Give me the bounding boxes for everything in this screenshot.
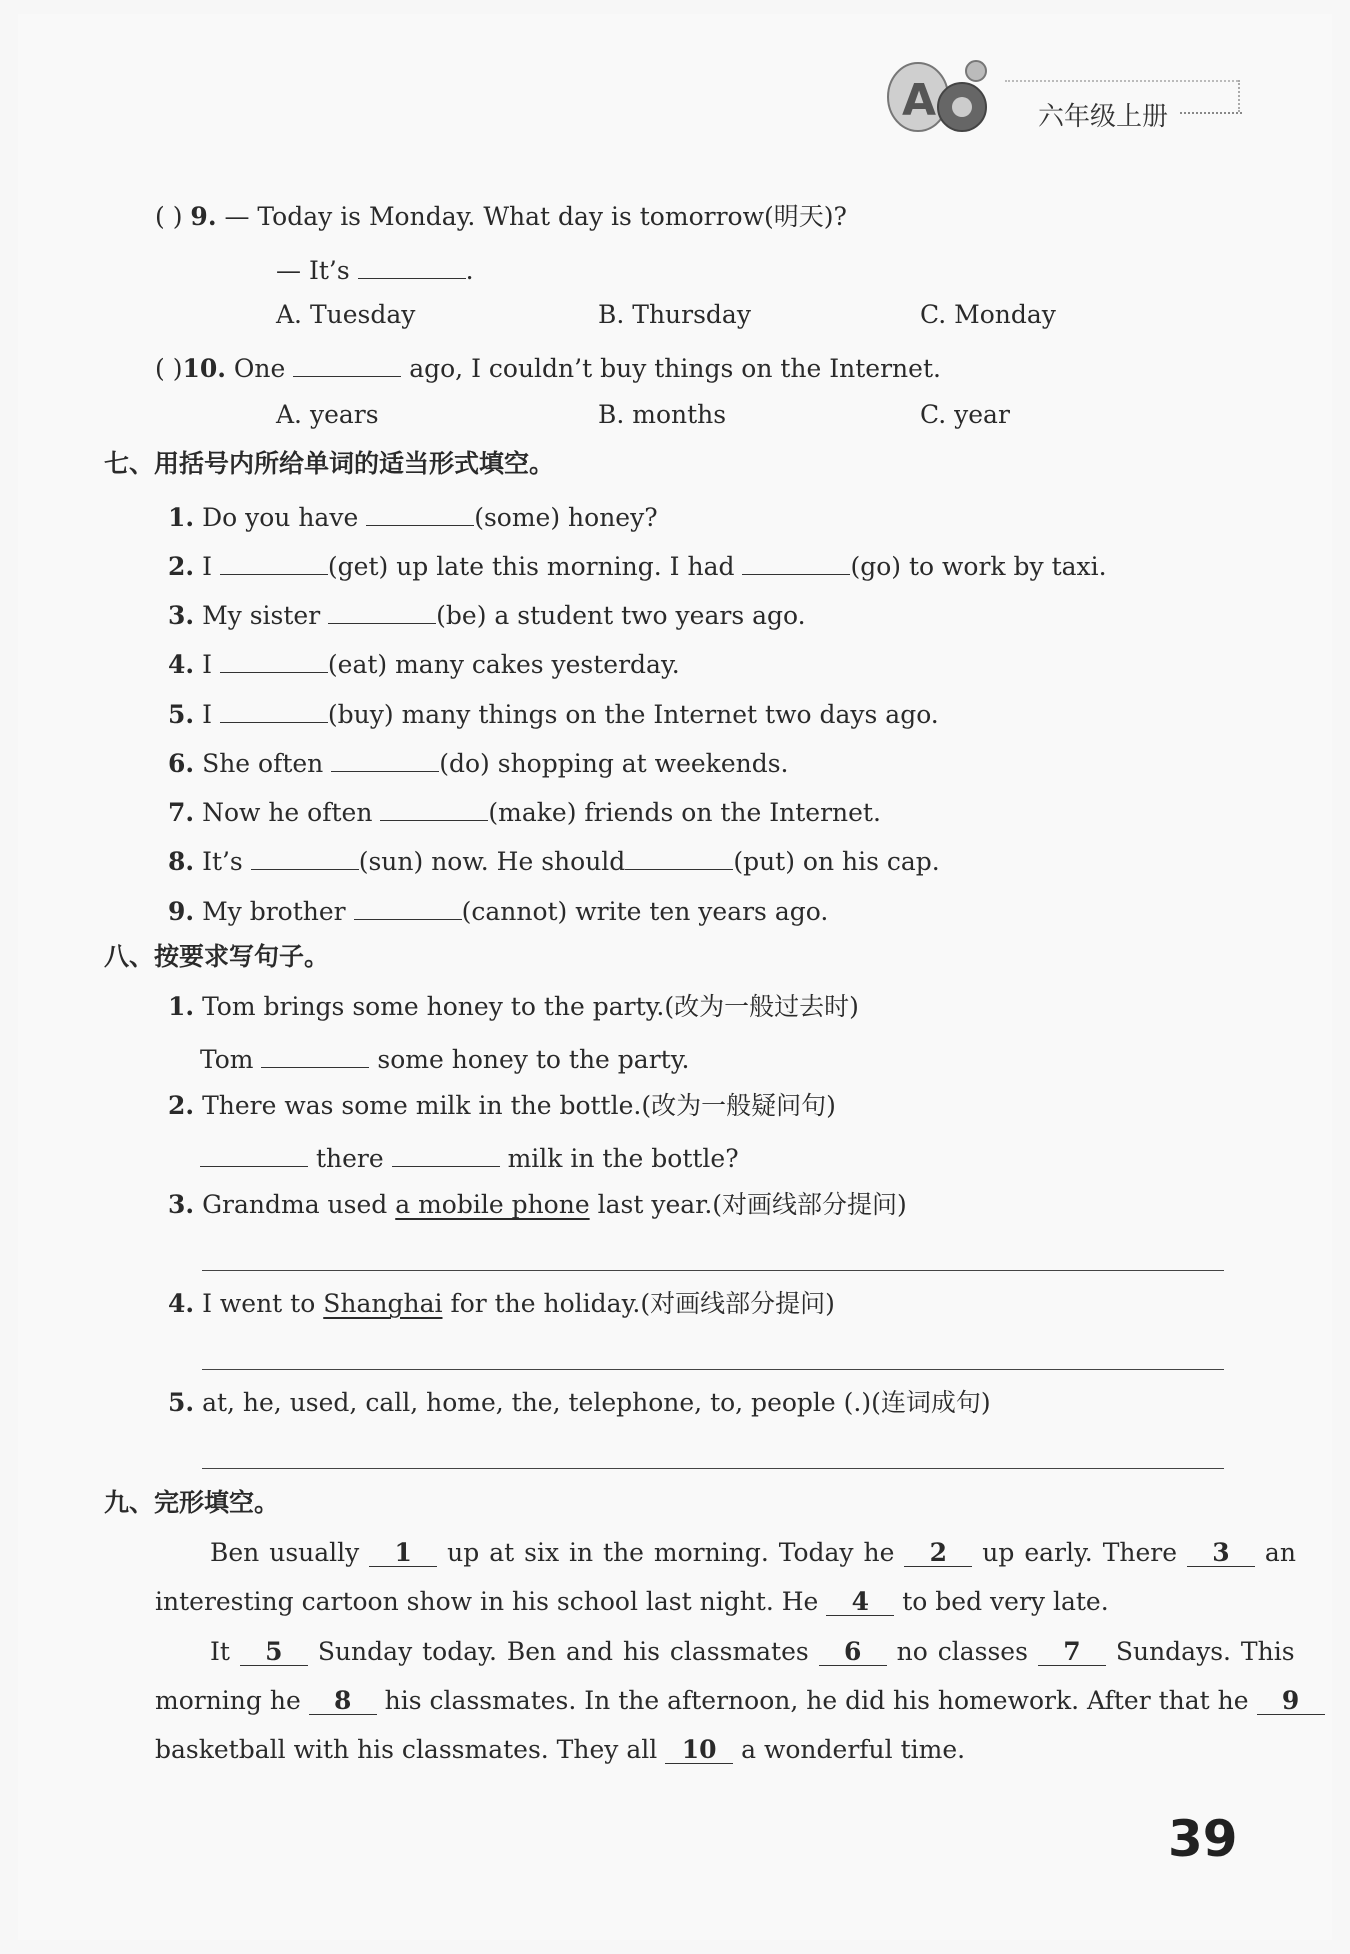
cloze-line-2: interesting cartoon show in his school last night. He 4 to bed very late. (155, 1587, 1109, 1616)
answer-blank[interactable] (293, 350, 401, 377)
answer-blank[interactable] (358, 252, 466, 279)
answer-blank[interactable] (392, 1140, 500, 1167)
answer-blank[interactable] (328, 597, 436, 624)
s7-item-3: 3. My sister (be) a student two years ago. (168, 597, 806, 631)
answer-blank[interactable] (220, 696, 328, 723)
option-a: A. years (276, 400, 379, 429)
section-8-title: 八、按要求写句子。 (104, 942, 330, 971)
answer-suffix: . (465, 256, 474, 285)
svg-text:A: A (902, 75, 937, 126)
s8-item-1-answer: Tom some honey to the party. (200, 1041, 689, 1075)
cloze-blank-4[interactable]: 4 (826, 1589, 894, 1616)
question-9 (155, 202, 847, 232)
cloze-blank-5[interactable]: 5 (240, 1639, 308, 1666)
answer-blank[interactable] (380, 794, 488, 821)
answer-blank[interactable] (261, 1041, 369, 1068)
header-dotted-right (1238, 80, 1240, 112)
cloze-blank-2[interactable]: 2 (904, 1540, 972, 1567)
question-text: — Today is Monday. What day is tomorrow(明天)? (216, 202, 847, 231)
s8-item-4: 4. I went to Shanghai for the holiday.(对画线部分提问) (168, 1289, 835, 1318)
answer-blank[interactable] (354, 893, 462, 920)
answer-blank[interactable] (220, 548, 328, 575)
s8-item-2-answer: there milk in the bottle? (200, 1140, 739, 1174)
s7-item-8: 8. It’s (sun) now. He should (put) on his cap. (168, 843, 940, 877)
question-9-answer (276, 252, 474, 286)
cloze-blank-10[interactable]: 10 (665, 1737, 733, 1764)
section-9-title: 九、完形填空。 (104, 1488, 280, 1517)
answer-blank[interactable] (331, 745, 439, 772)
question-text: One (225, 354, 286, 383)
answer-paren[interactable]: ( ) (155, 354, 183, 383)
s7-item-5: 5. I (buy) many things on the Internet two days ago. (168, 696, 939, 730)
option-a: A. Tuesday (276, 300, 416, 329)
s7-item-7: 7. Now he often (make) friends on the Internet. (168, 794, 881, 828)
answer-blank[interactable] (251, 843, 359, 870)
answer-prefix: — It’s (276, 256, 350, 285)
answer-line[interactable] (202, 1369, 1224, 1370)
s7-item-4: 4. I (eat) many cakes yesterday. (168, 646, 680, 680)
grade-label: 六年级上册 (1038, 102, 1169, 132)
option-c: C. year (920, 400, 1010, 429)
s7-item-9: 9. My brother (cannot) write ten years ago. (168, 893, 828, 927)
answer-blank[interactable] (200, 1140, 308, 1167)
option-b: B. months (598, 400, 727, 429)
cloze-line-1: Ben usually 1 up at six in the morning. Today he 2 up early. There 3 an (210, 1538, 1296, 1567)
answer-blank[interactable] (742, 548, 850, 575)
cloze-blank-9[interactable]: 9 (1257, 1688, 1325, 1715)
s7-item-6: 6. She often (do) shopping at weekends. (168, 745, 789, 779)
section-7-title: 七、用括号内所给单词的适当形式填空。 (104, 449, 555, 478)
option-c: C. Monday (920, 300, 1056, 329)
s7-item-2: 2. I (get) up late this morning. I had (go) to work by taxi. (168, 548, 1107, 582)
underlined-phrase: a mobile phone (395, 1190, 590, 1219)
ab-logo-icon (880, 55, 1000, 135)
cloze-line-3: It 5 Sunday today. Ben and his classmates 6 no classes 7 Sundays. This (210, 1637, 1295, 1666)
s8-item-1: 1. Tom brings some honey to the party.(改为一般过去时) (168, 992, 859, 1021)
question-text: ago, I couldn’t buy things on the Internet. (409, 354, 941, 383)
cloze-blank-8[interactable]: 8 (309, 1688, 377, 1715)
page-number: 39 (1168, 1810, 1238, 1868)
option-b: B. Thursday (598, 300, 751, 329)
header-dotted-top (1005, 80, 1238, 82)
cloze-line-4: morning he 8 his classmates. In the afternoon, he did his homework. After that he 9 (155, 1686, 1325, 1716)
answer-blank[interactable] (625, 843, 733, 870)
question-10 (155, 350, 941, 384)
cloze-blank-3[interactable]: 3 (1187, 1540, 1255, 1567)
cloze-blank-7[interactable]: 7 (1038, 1639, 1106, 1666)
answer-line[interactable] (202, 1468, 1224, 1469)
answer-line[interactable] (202, 1270, 1224, 1271)
cloze-blank-6[interactable]: 6 (819, 1639, 887, 1666)
header-dotted-line (1180, 112, 1242, 114)
cloze-blank-1[interactable]: 1 (369, 1540, 437, 1567)
answer-blank[interactable] (366, 499, 474, 526)
answer-blank[interactable] (220, 646, 328, 673)
s8-item-3: 3. Grandma used a mobile phone last year.(对画线部分提问) (168, 1190, 907, 1219)
answer-paren[interactable]: ( ) (155, 202, 183, 231)
s8-item-2: 2. There was some milk in the bottle.(改为一般疑问句) (168, 1091, 836, 1120)
s8-item-5: 5. at, he, used, call, home, the, telephone, to, people (.)(连词成句) (168, 1388, 991, 1417)
question-number: 9. (190, 202, 217, 231)
cloze-line-5: basketball with his classmates. They all 10 a wonderful time. (155, 1735, 966, 1764)
s7-item-1: 1. Do you have (some) honey? (168, 499, 658, 533)
question-number: 10. (182, 354, 226, 383)
underlined-phrase: Shanghai (323, 1289, 443, 1318)
